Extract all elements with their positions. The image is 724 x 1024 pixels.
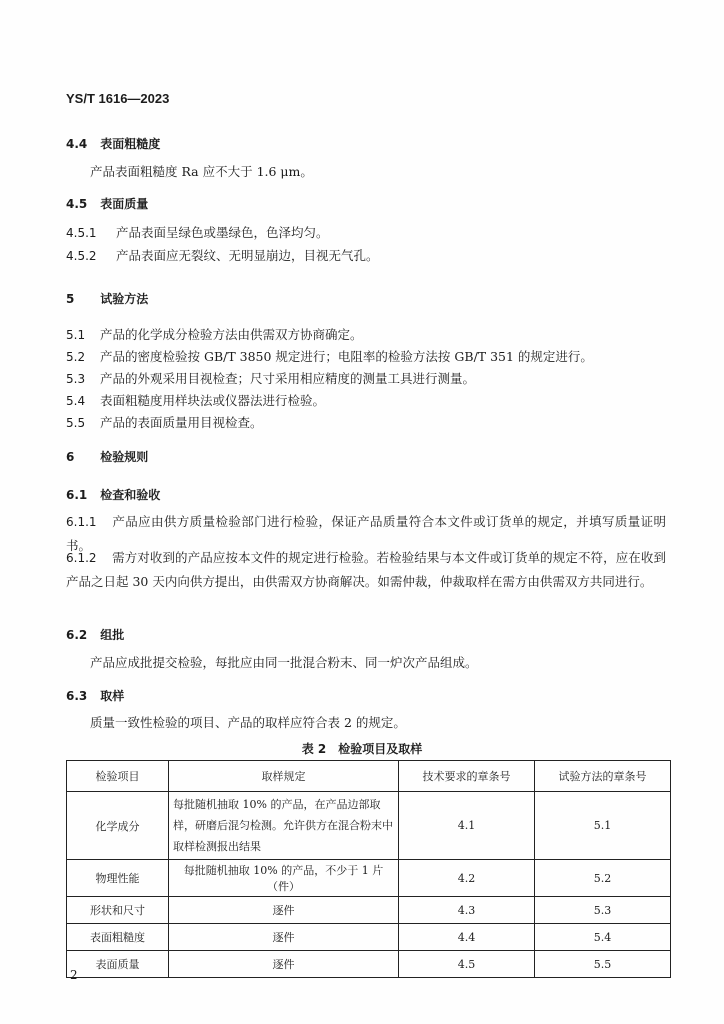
- clause-text: 产品的外观采用目视检查；尺寸采用相应精度的测量工具进行测量。: [99, 371, 475, 386]
- clause-number: 5.4: [66, 394, 86, 408]
- table-cell: 5.4: [535, 924, 671, 951]
- page-number: 2: [70, 968, 78, 982]
- section-number: 6.3: [66, 689, 88, 703]
- clause-text: 产品的表面质量用目视检查。: [99, 415, 263, 430]
- clause-text: 产品表面呈绿色或墨绿色，色泽均匀。: [115, 225, 329, 240]
- section-title: 取样: [100, 689, 125, 703]
- clause-text: 需方对收到的产品应按本文件的规定进行检验。若检验结果与本文件或订货单的规定不符，应在收到产品之日起 30 天内向供方提出，由供需双方协商解决。如需仲裁，仲裁取样在需方由供需双方共同进行。: [66, 550, 666, 589]
- table-cell: 物理性能: [67, 860, 169, 897]
- section-number: 5: [66, 292, 75, 306]
- table-header: 技术要求的章条号: [399, 761, 535, 792]
- table-cell: 4.2: [399, 860, 535, 897]
- table-row: [67, 792, 671, 860]
- inspection-table: [66, 760, 671, 978]
- section-number: 4.5: [66, 197, 88, 211]
- table-header: 检验项目: [67, 761, 169, 792]
- table-cell: 5.5: [535, 951, 671, 978]
- table-row: [67, 951, 671, 978]
- clause-number: 5.3: [66, 372, 86, 386]
- section-title: 检查和验收: [100, 488, 161, 502]
- section-title: 组批: [100, 628, 125, 642]
- table-cell: 4.4: [399, 924, 535, 951]
- clause: [66, 246, 379, 264]
- section-title: 检验规则: [100, 450, 149, 464]
- table-cell: 逐件: [169, 897, 399, 924]
- table-cell: 每批随机抽取 10% 的产品，在产品边部取样，研磨后混匀检测。允许供方在混合粉末中取样检测报出结果: [169, 792, 399, 860]
- clause-number: 5.1: [66, 328, 86, 342]
- section-title: 表面质量: [100, 197, 149, 211]
- clause: [66, 369, 475, 387]
- clause-text: 产品的密度检验按 GB/T 3850 规定进行；电阻率的检验方法按 GB/T 351 的规定进行。: [99, 349, 593, 364]
- paragraph: 产品表面粗糙度 Ra 应不大于 1.6 μm。: [90, 164, 313, 179]
- section-heading: [66, 135, 160, 152]
- section-heading: [66, 448, 148, 465]
- clause: [66, 325, 363, 343]
- table-caption: 表 2 检验项目及取样: [301, 742, 423, 756]
- section-title: 表面粗糙度: [100, 137, 161, 151]
- clause-number: 5.2: [66, 350, 86, 364]
- table-header-row: [67, 761, 671, 792]
- section-heading: [66, 195, 148, 212]
- section-number: 6.2: [66, 628, 88, 642]
- table-cell: 表面质量: [67, 951, 169, 978]
- paragraph: 产品应成批提交检验，每批应由同一批混合粉末、同一炉次产品组成。: [90, 655, 478, 670]
- table-cell: 4.5: [399, 951, 535, 978]
- table-cell: 表面粗糙度: [67, 924, 169, 951]
- table-row: [67, 860, 671, 897]
- section-heading: [66, 290, 148, 307]
- section-heading: [66, 626, 124, 643]
- clause-text: 产品表面应无裂纹、无明显崩边，目视无气孔。: [115, 248, 379, 263]
- table-header: 取样规定: [169, 761, 399, 792]
- table-header: 试验方法的章条号: [535, 761, 671, 792]
- table-row: [67, 924, 671, 951]
- section-title: 试验方法: [100, 292, 149, 306]
- table-cell: 4.1: [399, 792, 535, 860]
- paragraph: 质量一致性检验的项目、产品的取样应符合表 2 的规定。: [90, 715, 406, 730]
- clause-number: 4.5.1: [66, 226, 97, 240]
- table-cell: 化学成分: [67, 792, 169, 860]
- table-cell: 5.3: [535, 897, 671, 924]
- clause-number: 6.1.1: [66, 515, 97, 529]
- clause-text: 表面粗糙度用样块法或仪器法进行检验。: [99, 393, 325, 408]
- clause: [66, 546, 666, 594]
- clause-number: 6.1.2: [66, 551, 97, 565]
- section-number: 4.4: [66, 137, 88, 151]
- standard-number: YS/T 1616—2023: [66, 91, 170, 106]
- table-cell: 形状和尺寸: [67, 897, 169, 924]
- table-cell: 逐件: [169, 924, 399, 951]
- table-cell: 5.1: [535, 792, 671, 860]
- clause-number: 5.5: [66, 416, 86, 430]
- clause: [66, 223, 329, 241]
- clause: [66, 413, 263, 431]
- clause-number: 4.5.2: [66, 249, 97, 263]
- section-heading: [66, 687, 124, 704]
- table-cell: 5.2: [535, 860, 671, 897]
- table-cell: 4.3: [399, 897, 535, 924]
- section-number: 6: [66, 450, 75, 464]
- clause-text: 产品的化学成分检验方法由供需双方协商确定。: [99, 327, 363, 342]
- clause: [66, 347, 593, 365]
- section-heading: [66, 486, 160, 503]
- table-row: [67, 897, 671, 924]
- clause-text: 产品应由供方质量检验部门进行检验，保证产品质量符合本文件或订货单的规定，并填写质量证明书。: [66, 514, 666, 553]
- clause: [66, 391, 325, 409]
- section-number: 6.1: [66, 488, 88, 502]
- table-cell: 每批随机抽取 10% 的产品，不少于 1 片（件）: [169, 860, 399, 897]
- table-cell: 逐件: [169, 951, 399, 978]
